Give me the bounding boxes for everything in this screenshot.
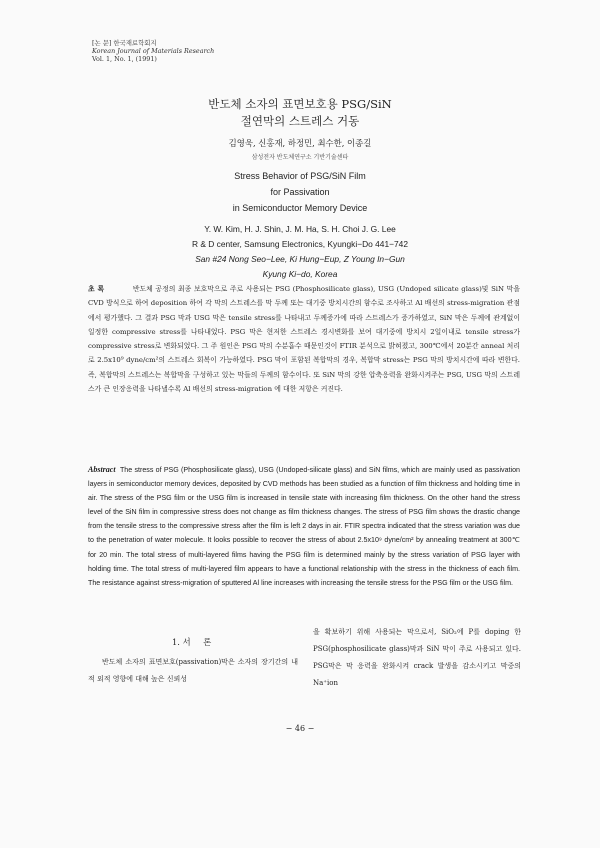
abstract-en-label: Abstract: [88, 465, 116, 474]
journal-name-en: Korean Journal of Materials Research: [92, 47, 215, 55]
author-affiliation: R & D center, Samsung Electronics, Kyungki−Do 441−742: [191, 239, 408, 249]
abstract-korean: [88, 282, 520, 396]
section-number: 1.: [172, 637, 180, 647]
section-title-b: 론: [203, 637, 212, 647]
abstract-ko-label: 초 록: [88, 285, 105, 293]
affiliation-korean: 삼성전자 반도체연구소 기반기술센타: [251, 154, 349, 161]
title-ko-line1: 반도체 소자의 표면보호용 PSG/SiN: [208, 97, 392, 111]
body-left-text: 반도체 소자의 표면보호(passivation)막은 소자의 장기간의 내적 외적 영향에 대해 높은 신뢰성: [88, 658, 298, 683]
section-heading: [172, 636, 211, 648]
author-names: Y. W. Kim, H. J. Shin, J. M. Ha, S. H. Choi J. G. Lee: [204, 224, 396, 234]
author-address-1: San #24 Nong Seo−Lee, Ki Hung−Eup, Z Young In−Gun: [195, 254, 405, 264]
title-ko-line2: 절연막의 스트레스 거동: [240, 114, 360, 128]
authors-english: [0, 222, 600, 282]
section-title-a: 서: [182, 637, 201, 647]
body-column-right: [313, 624, 521, 692]
author-address-2: Kyung Ki−do, Korea: [262, 269, 338, 279]
title-en-line3: in Semiconductor Memory Device: [232, 203, 368, 213]
authors-korean: 김영욱, 신홍재, 하정민, 최수한, 이종길: [228, 138, 372, 148]
title-korean: [0, 96, 600, 130]
page-number: − 46 −: [285, 724, 315, 733]
abstract-en-text: The stress of PSG (Phosphosilicate glass), USG (Undoped-silicate glass) and SiN films, which are mainly used as passivation layers in semiconductor memory devices, deposited by CVD methods has been studied as a function of film thickness and holding time in air. The stress of the PSG film or the USG film is increased in tensile state with increasing film thickness. On the other hand the stress level of the SiN film in compressive stress does not change as film thickness changes. The stress of PSG film shows the drastic change from the tensile stress to the compressive stress after the film is left 2 days in air. FTIR spectra indicated that the stress variation was due to the penetration of water molecule. It looks possible to recover the stress of about 2.5x10⁹ dyne/cm² by annealing treatment at 300℃ for 20 min. The total stress of multi-layered films having the PSG film is determined mainly by the stress variation of PSG layer with holding time. The total stress of multi-layered film appears to have a functional relationship with the stress in the thickness of each film. The resistance against stress-migration of sputtered Al line increases with increasing the tensile stress for the PSG film or the USG film.: [88, 466, 520, 587]
title-en-line2: for Passivation: [270, 187, 330, 197]
journal-name-ko: [논 문] 한국재료학회지: [92, 39, 157, 47]
body-column-left: [88, 654, 298, 688]
abstract-english: [88, 463, 520, 590]
journal-volume: Vol. 1, No. 1, (1991): [92, 55, 157, 63]
title-en-line1: Stress Behavior of PSG/SiN Film: [234, 171, 366, 181]
title-english: [0, 168, 600, 216]
body-right-text: 을 확보하기 위해 사용되는 막으로서, SiO₂에 P를 doping 한 PSG(phosphosilicate glass)막과 SiN 막이 주로 사용되고 있다. PSG막은 막 응력을 완화시켜 crack 발생을 감소시키고 막중의 Na⁺ion: [313, 628, 521, 687]
journal-header: [92, 39, 214, 63]
abstract-ko-text: 반도체 공정의 최종 보호막으로 주로 사용되는 PSG (Phosphosilicate glass), USG (Undoped silicate glass)및 SiN 막을 CVD 방식으로 하여 deposition 하여 각 막의 스트레스를 막 두께 또는 대기중 방치시간의 함수로 조사하고 Al 배선의 stress-migration 관점에서 평가했다. 그 결과 PSG 막과 USG 막은 tensile stress를 나타내고 두께증가에 따라 스트레스가 증가하였고, SiN 막은 두께에 관계없이 일정한 compressive stress를 나타내었다. PSG 막은 현저한 스트레스 경시변화를 보여 대기중에 방치시 2일이내로 tensile stress가 compressive stress로 변화되었다. 그 주 원인은 PSG 막의 수분흡수 때문인것이 FTIR 분석으로 밝혀졌고, 300℃에서 20분간 anneal 처리로 2.5x10⁹ dyne/cm²의 스트레스 회복이 가능하였다. PSG 막이 포함된 복합막의 경우, 복합막 stress는 PSG 막의 방치시간에 따라 변한다. 즉, 복합막의 스트레스는 복합막을 구성하고 있는 막들의 두께의 함수이다. 또 SiN 막의 강한 압축응력을 완화시켜주는 PSG, USG 막의 스트레스가 큰 인장응력을 나타낼수록 Al 배선의 stress-migration 에 대한 저항은 커진다.: [88, 285, 520, 394]
